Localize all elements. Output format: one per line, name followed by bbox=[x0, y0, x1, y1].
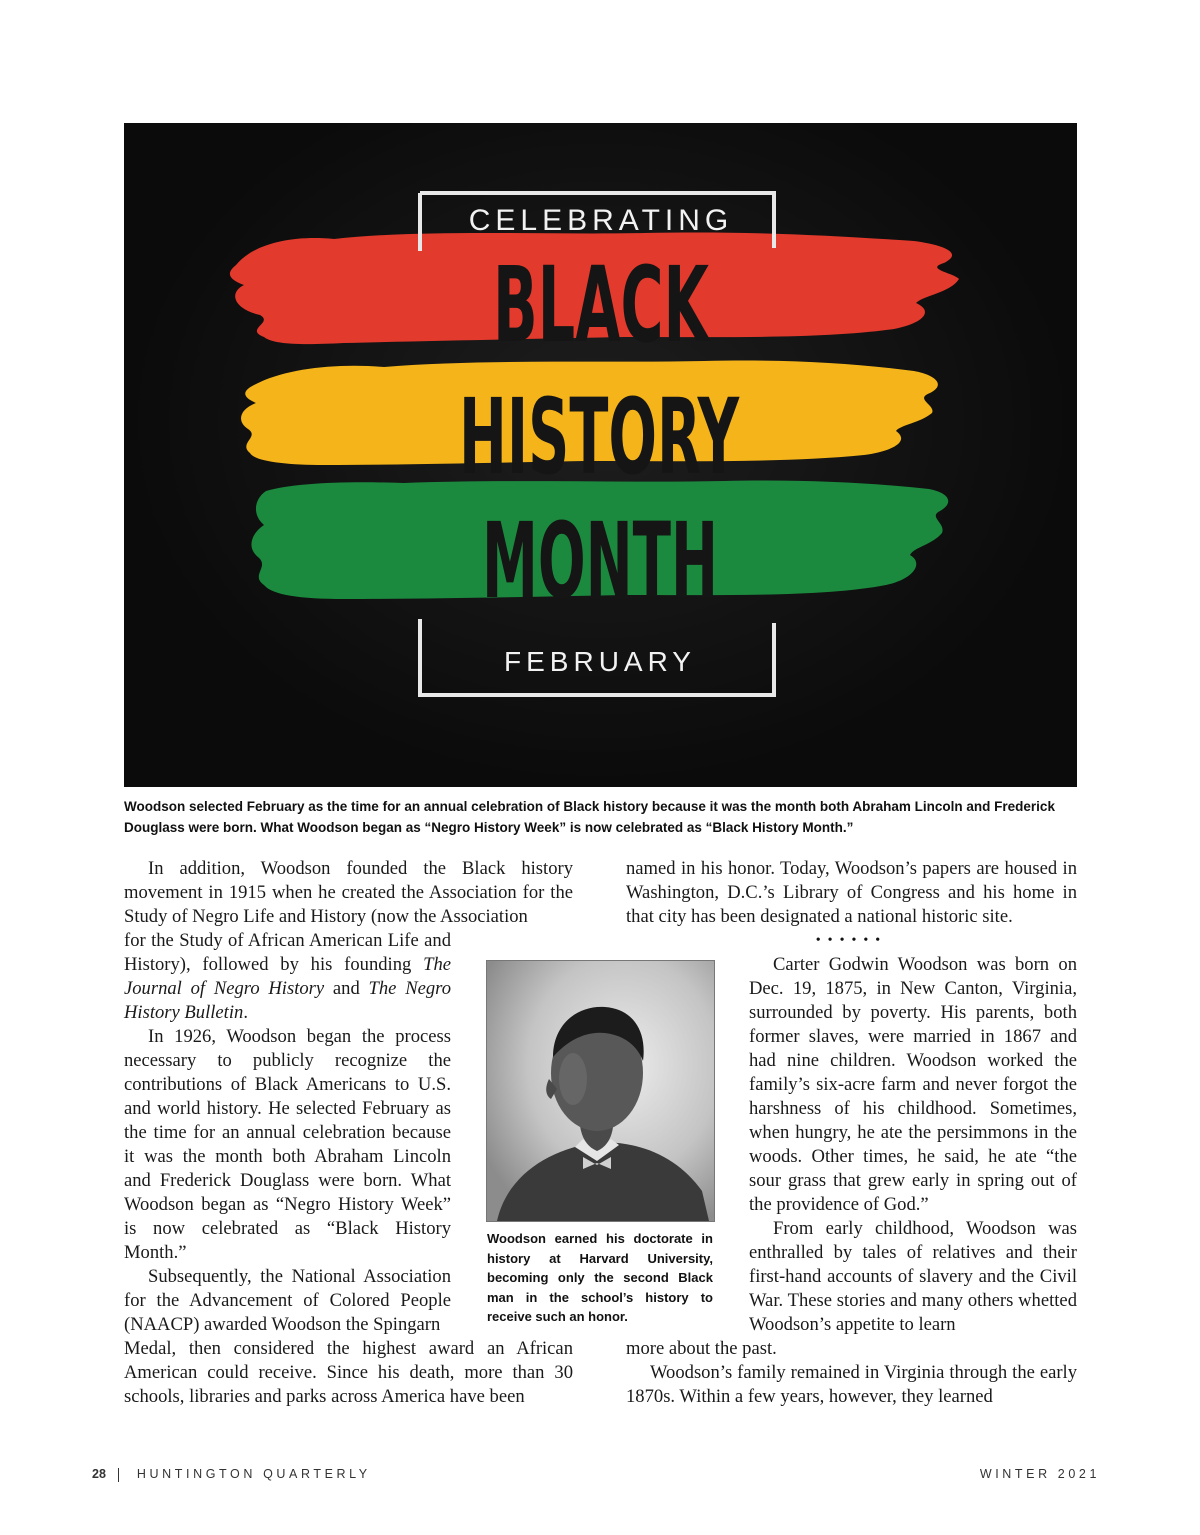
paragraph-family: Woodson’s family remained in Virginia through the early 1870s. Within a few years, however, they learned bbox=[626, 1362, 1077, 1407]
paragraph-naacp-continued: Medal, then considered the highest award an African American could receive. Since his death, more than 30 schools, libraries and parks across America have been bbox=[124, 1338, 573, 1407]
paragraph-childhood-continued: more about the past. bbox=[626, 1338, 777, 1359]
portrait-caption: Woodson earned his doctorate in history at Harvard University, becoming only the second Black man in the school’s history to receive such an honor. bbox=[487, 1231, 713, 1324]
text-span: for the Study of African American Life and History), followed by his founding bbox=[124, 930, 451, 975]
paragraph-childhood: From early childhood, Woodson was enthralled by tales of relatives and their first-hand accounts of slavery and the Civil War. These stories and many others whetted Woodson’s appetite to learn bbox=[749, 1218, 1077, 1335]
publication-name: HUNTINGTON QUARTERLY bbox=[136, 1467, 371, 1481]
hero-image bbox=[124, 123, 1077, 787]
page-number: 28 bbox=[92, 1467, 106, 1481]
hero-line-history: HISTORY bbox=[459, 376, 740, 498]
portrait-illustration bbox=[487, 961, 714, 1221]
woodson-portrait-photo bbox=[486, 960, 715, 1222]
text-span: and bbox=[324, 978, 369, 999]
paragraph-birth: Carter Godwin Woodson was born on Dec. 19, 1875, in New Canton, Virginia, surrounded by poverty. His parents, both former slaves, were married in 1867 and had nine children. Woodson worked the family’s six-acre farm and never forgot the harshness of his childhood. Sometimes, when hungry, he ate the persimmons in the woods. Other times, he said, he ate “the sour grass that grew early in spring out of the providence of God.” bbox=[749, 954, 1077, 1215]
text-span: . bbox=[243, 1002, 248, 1023]
paragraph-honor: named in his honor. Today, Woodson’s papers are housed in Washington, D.C.’s Library of Congress and his home in that city has been designated a national historic site. bbox=[626, 858, 1077, 927]
paragraph-association-continued bbox=[124, 929, 451, 1025]
paragraph-naacp: Subsequently, the National Association for the Advancement of Colored People (NAACP) awarded Woodson the Spingarn bbox=[124, 1266, 451, 1335]
bulletin-title: The Negro History Bulletin bbox=[124, 978, 451, 1023]
footer-left bbox=[92, 1467, 371, 1482]
hero-top-text: CELEBRATING bbox=[468, 204, 734, 237]
hero-bottom-text: FEBRUARY bbox=[504, 646, 696, 677]
paragraph-association: In addition, Woodson founded the Black history movement in 1915 when he created the Association for the Study of Negro Life and History (now the Association bbox=[124, 858, 573, 927]
black-history-month-graphic bbox=[124, 123, 1077, 787]
issue-date: WINTER 2021 bbox=[979, 1467, 1100, 1481]
hero-caption: Woodson selected February as the time for an annual celebration of Black history because it was the month both Abraham Lincoln and Frederick Douglass were born. What Woodson began as “Negro History Week” is now celebrated as “Black History Month.” bbox=[124, 799, 1055, 835]
hero-line-month: MONTH bbox=[482, 500, 718, 622]
hero-line-black: BLACK bbox=[493, 244, 712, 366]
paragraph-1926: In 1926, Woodson began the process necessary to publicly recognize the contributions of Black Americans to U.S. and world history. He selected February as the time for an annual celebration because it was the month both Abraham Lincoln and Frederick Douglass were born. What Woodson began as “Negro History Week” is now celebrated as “Black History Month.” bbox=[124, 1026, 451, 1263]
footer-divider bbox=[118, 1468, 119, 1482]
section-divider: •••••• bbox=[815, 933, 888, 948]
journal-title: The Journal of Negro History bbox=[124, 954, 451, 999]
